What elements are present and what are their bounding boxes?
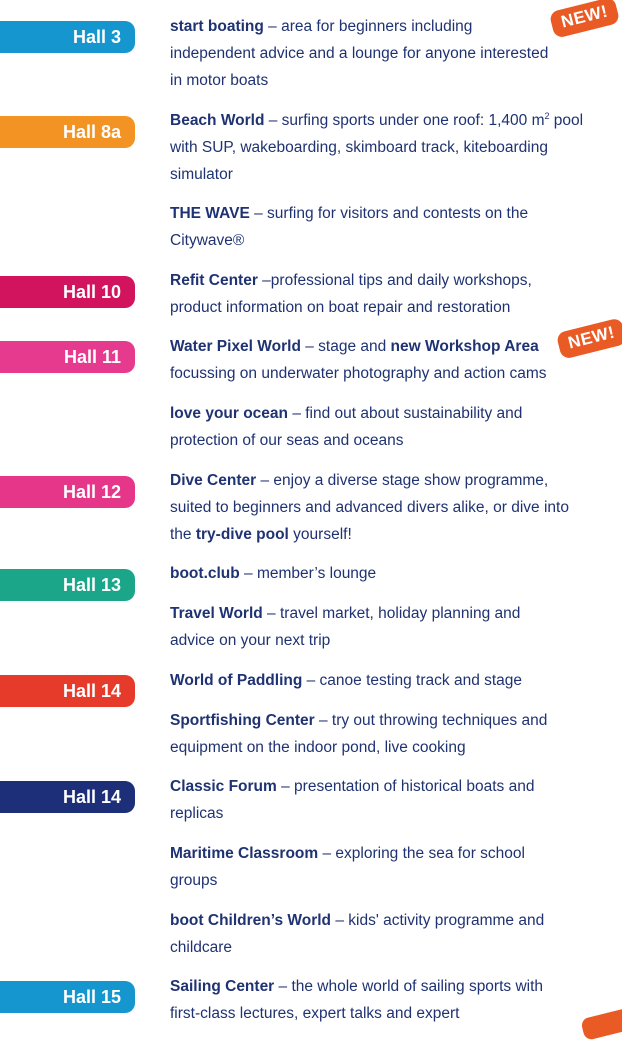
entry-boot-club: [170, 560, 610, 587]
entry-title: Dive Center: [170, 472, 257, 489]
entry-title: Classic Forum: [170, 778, 277, 795]
entry-refit-center: [170, 267, 570, 321]
entry-maritime-classroom: [170, 840, 570, 894]
new-tag: [549, 0, 621, 39]
entry-title: Beach World: [170, 112, 265, 129]
entry-description: – area for beginners including independent advice and a lounge for anyone interested in motor boats: [170, 18, 549, 89]
entry-description: – find out about sustainability and protection of our seas and oceans: [170, 405, 523, 449]
hall-label: Hall 14: [62, 786, 121, 807]
hall-label: Hall 14: [62, 680, 121, 701]
hall-badge-13: [0, 569, 135, 601]
corner-decoration: [580, 1005, 622, 1041]
superscript: 2: [544, 110, 550, 121]
hall-badge-14-navy: [0, 781, 135, 813]
entry-title: Maritime Classroom: [170, 845, 319, 862]
hall-label: Hall 15: [62, 986, 121, 1007]
hall-label: Hall 8a: [62, 121, 121, 142]
entry-description: –professional tips and daily workshops, product information on boat repair and restoration: [170, 272, 532, 316]
entry-description: yourself!: [288, 526, 352, 543]
entry-start-boating: [170, 13, 550, 94]
hall-label: Hall 12: [62, 481, 121, 502]
entry-dive-center: [170, 467, 580, 548]
entry-children-world: [170, 907, 570, 961]
entry-the-wave: [170, 200, 540, 254]
entry-classic-forum: [170, 773, 580, 827]
entry-title: Water Pixel World: [170, 338, 301, 355]
entry-title: boot.club: [170, 565, 240, 582]
hall-badge-8a: [0, 116, 135, 148]
entry-title: love your ocean: [170, 405, 289, 422]
entry-description: – travel market, holiday planning and advice on your next trip: [170, 605, 521, 649]
entry-description: focussing on underwater photography and action cams: [170, 365, 547, 382]
entry-description: – presentation of historical boats and replicas: [170, 778, 535, 822]
entry-description: pool with SUP, wakeboarding, skimboard track, kiteboarding simulator: [170, 112, 584, 183]
new-tag-label: NEW!: [566, 322, 617, 353]
entry-highlight: try-dive pool: [195, 526, 289, 543]
entry-highlight: new Workshop Area: [390, 338, 539, 355]
hall-label: Hall 11: [63, 346, 121, 367]
hall-label: Hall 13: [62, 574, 121, 595]
new-tag-label: NEW!: [559, 1, 610, 32]
entry-water-pixel-world: [170, 333, 580, 387]
entry-description: – the whole world of sailing sports with first-class lectures, expert talks and expert: [170, 978, 544, 1022]
entry-title: Refit Center: [170, 272, 258, 289]
entry-title: World of Paddling: [170, 672, 303, 689]
entry-description: – surfing sports under one roof: 1,400 m: [264, 112, 545, 129]
hall-badge-11: [0, 341, 135, 373]
entry-title: Travel World: [170, 605, 263, 622]
entry-description: – member’s lounge: [239, 565, 377, 582]
entry-love-your-ocean: [170, 400, 560, 454]
entry-description: – stage and: [300, 338, 391, 355]
entry-sportfishing-center: [170, 707, 570, 761]
entry-travel-world: [170, 600, 540, 654]
entry-description: – try out throwing techniques and equipment on the indoor pond, live cooking: [170, 712, 548, 756]
hall-badge-15: [0, 981, 135, 1013]
entry-title: start boating: [170, 18, 264, 35]
hall-label: Hall 10: [62, 281, 121, 302]
entry-description: – canoe testing track and stage: [302, 672, 523, 689]
entry-world-of-paddling: [170, 667, 610, 694]
entry-title: boot Children’s World: [170, 912, 332, 929]
hall-badge-3: [0, 21, 135, 53]
entry-description: – kids' activity programme and childcare: [170, 912, 545, 956]
entry-description: – exploring the sea for school groups: [170, 845, 525, 889]
hall-badge-14-red: [0, 675, 135, 707]
entry-description: – enjoy a diverse stage show programme, suited to beginners and advanced divers alike, or dive into the: [170, 472, 569, 543]
entry-description: – surfing for visitors and contests on the Citywave®: [170, 205, 529, 249]
entry-title: Sailing Center: [170, 978, 275, 995]
entry-sailing-center: [170, 973, 570, 1027]
entry-beach-world: [170, 107, 610, 188]
entry-title: Sportfishing Center: [170, 712, 315, 729]
entry-title: THE WAVE: [170, 205, 250, 222]
hall-badge-12: [0, 476, 135, 508]
hall-label: Hall 3: [72, 26, 121, 47]
hall-badge-10: [0, 276, 135, 308]
